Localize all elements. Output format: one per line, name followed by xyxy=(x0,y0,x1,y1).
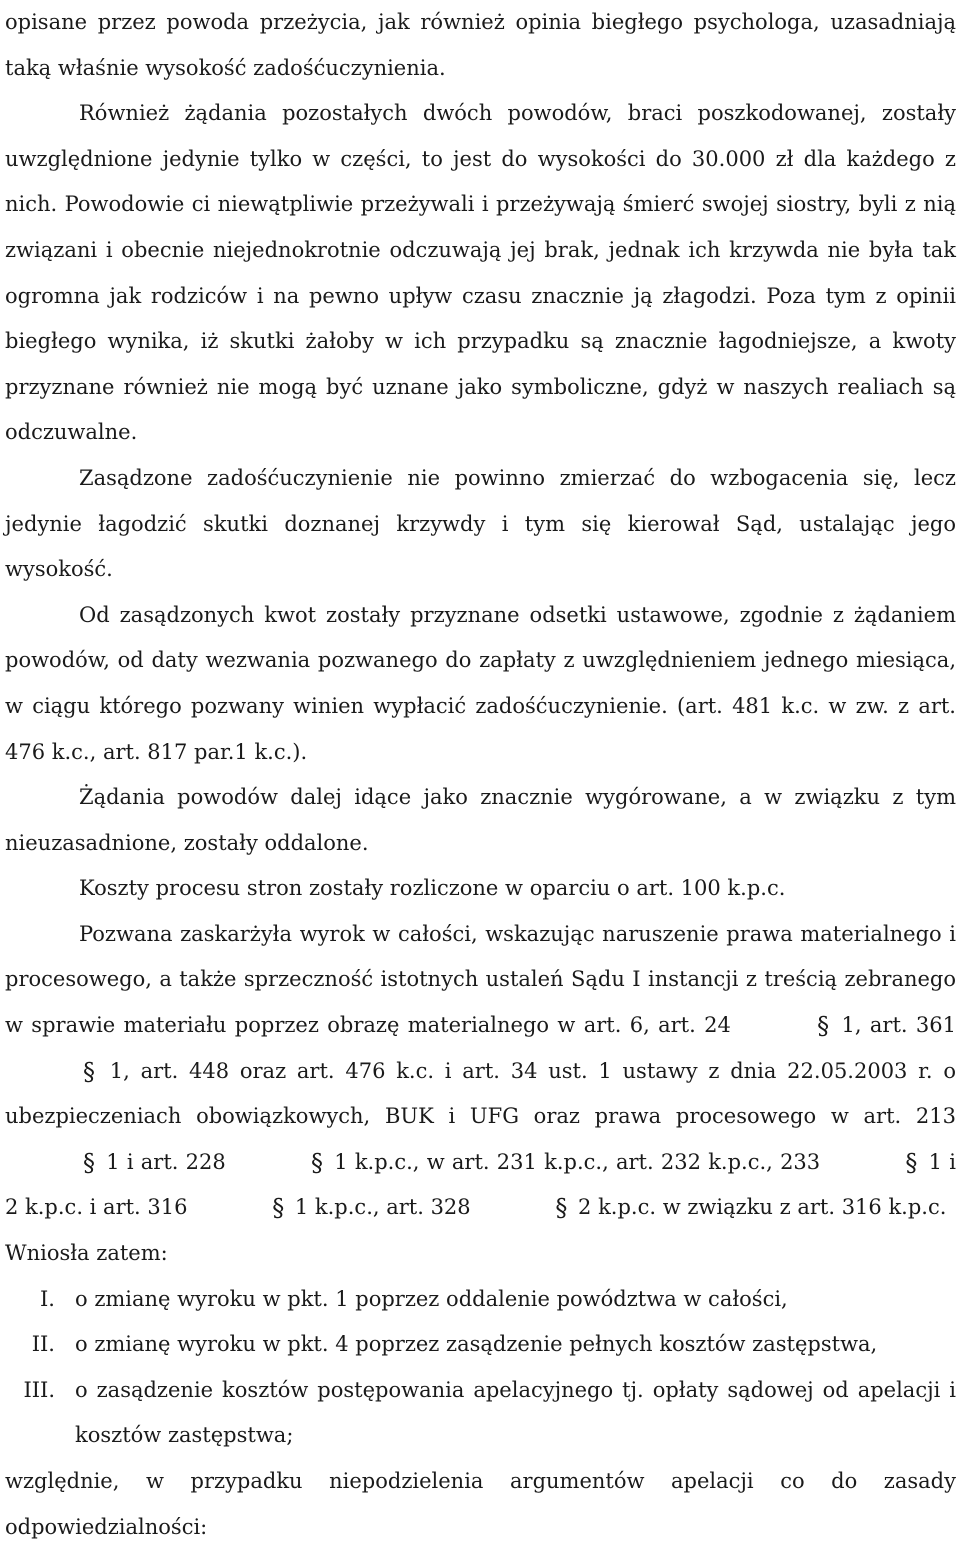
paragraph-8: Wniosła zatem: xyxy=(5,1241,168,1266)
list-item-text: o zmianę wyroku w pkt. 4 poprzez zasądzenie pełnych kosztów zastępstwa, xyxy=(75,1332,878,1357)
request-list xyxy=(5,1277,956,1459)
p7-part-6: 1 i 2 k.p.c. i art. 316 xyxy=(5,1149,956,1220)
paragraph-4: Od zasądzonych kwot zostały przyznane odsetki ustawowe, zgodnie z żądaniem powodów, od daty wezwania pozwanego do zapłaty z uwzględnieniem jednego miesiąca, w ciągu którego pozwany winien wypłacić zadośćuczynienie. (art. 481 k.c. w zw. z art. 476 k.c., art. 817 par.1 k.c.). xyxy=(5,602,956,764)
section-sign-icon: § xyxy=(83,1148,95,1177)
section-sign-icon: § xyxy=(905,1148,918,1177)
list-item xyxy=(5,1322,956,1368)
p7-part-3: 1, art. 448 oraz art. 476 k.c. i art. 34 ust. 1 ustawy z dnia 22.05.2003 r. o ubezpieczeniach obowiązkowych, BUK i UFG oraz prawa procesowego w art. 213 xyxy=(5,1058,957,1129)
section-sign-icon: § xyxy=(272,1194,285,1223)
paragraph-6: Koszty procesu stron zostały rozliczone w oparciu o art. 100 k.p.c. xyxy=(79,876,786,901)
list-item-text: o zmianę wyroku w pkt. 1 poprzez oddalenie powództwa w całości, xyxy=(75,1286,788,1311)
paragraph-5: Żądania powodów dalej idące jako znacznie wygórowane, a w związku z tym nieuzasadnione, zostały oddalone. xyxy=(5,785,956,855)
paragraph-2: Również żądania pozostałych dwóch powodów, braci poszkodowanej, zostały uwzględnione jedynie tylko w części, to jest do wysokości do 30.000 zł dla każdego z nich. Powodowie ci niewątpliwie przeżywali i przeżywają śmierć swojej siostry, byli z nią związani i obecnie niejednokrotnie odczuwają jej brak, jednak ich krzywda nie była tak ogromna jak rodziców i na pewno upływ czasu znacznie ją złagodzi. Poza tym z opinii biegłego wynika, iż skutki żałoby w ich przypadku są znacznie łagodniejsze, a kwoty przyznane również nie mogą być uznane jako symboliczne, gdyż w naszych realiach są odczuwalne. xyxy=(5,101,956,445)
p7-part-5: 1 k.p.c., w art. 231 k.p.c., art. 232 k.p.c., 233 xyxy=(334,1149,821,1174)
list-item xyxy=(5,1368,956,1459)
list-item-number: III. xyxy=(23,1377,55,1402)
paragraph-1: opisane przez powoda przeżycia, jak również opinia biegłego psychologa, uzasadniają taką właśnie wysokość zadośćuczynienia. xyxy=(5,10,956,80)
section-sign-icon: § xyxy=(311,1148,323,1177)
document-page xyxy=(5,0,956,1550)
list-item-text: o zasądzenie kosztów postępowania apelacyjnego tj. opłaty sądowej od apelacji i kosztów zastępstwa; xyxy=(75,1377,956,1448)
section-sign-icon: § xyxy=(83,1057,95,1086)
p7-part-7: 1 k.p.c., art. 328 xyxy=(294,1195,471,1220)
paragraph-3: Zasądzone zadośćuczynienie nie powinno zmierzać do wzbogacenia się, lecz jedynie łagodzić skutki doznanej krzywdy i tym się kierował Sąd, ustalając jego wysokość. xyxy=(5,465,956,582)
p7-part-1: Pozwana zaskarżyła wyrok w całości, wskazując naruszenie prawa materialnego i procesowego, a także sprzeczność istotnych ustaleń Sądu I instancji z treścią zebranego w sprawie materiału poprzez obrazę materialnego w art. 6, art. 24 xyxy=(5,921,956,1038)
p7-part-8: 2 k.p.c. w związku z art. 316 k.p.c. xyxy=(578,1195,947,1220)
list-item-number: II. xyxy=(31,1332,55,1357)
section-sign-icon: § xyxy=(555,1194,568,1223)
paragraph-9: względnie, w przypadku niepodzielenia argumentów apelacji co do zasady odpowiedzialności: xyxy=(5,1469,956,1539)
p7-part-4: 1 i art. 228 xyxy=(106,1149,226,1174)
list-item xyxy=(5,1277,956,1323)
list-item-number: I. xyxy=(40,1286,55,1311)
section-sign-icon: § xyxy=(817,1012,830,1041)
p7-part-2: 1, art. 361 xyxy=(841,1013,956,1038)
paragraph-7 xyxy=(5,912,956,1231)
